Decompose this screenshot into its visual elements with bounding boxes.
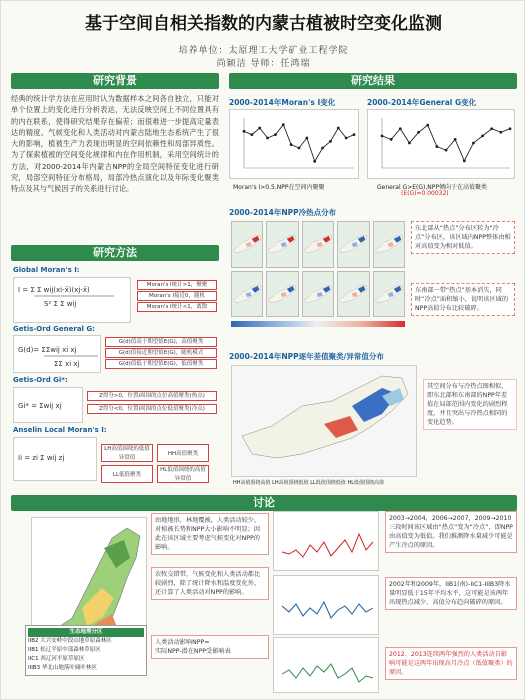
- region-legend-title: 生态地理分区: [28, 628, 144, 637]
- hotspot-map-2002: [302, 221, 334, 268]
- lisa-result-head: 2000-2014年NPP逐年差值聚类/异常值分布: [229, 352, 384, 361]
- hotspot-map-2008: [337, 271, 369, 318]
- hotspot-map-2000: [231, 221, 263, 268]
- moran-chart: [229, 109, 359, 179]
- region-legend: [25, 625, 147, 676]
- discussion-box-1: 由地地形，林地覆被，人类活动较少，对植被长势和NPP大小影响不明显；因此在该区域主要考虑气候变化对NPP的影响。: [151, 513, 269, 555]
- lisa-formula: [13, 437, 97, 481]
- svg-text:ΣΣ xi xj: ΣΣ xi xj: [54, 360, 80, 368]
- moran-label-1: Moran's I统计>1，聚聚: [137, 280, 217, 290]
- chart-point: [417, 131, 420, 134]
- moran-label-3: Moran's I统计<1，离散: [137, 302, 217, 312]
- chart-point: [390, 138, 393, 141]
- g-chart: [367, 109, 515, 179]
- chart-point: [305, 137, 308, 140]
- getis-ord-head: Getis-Ord General G:: [13, 325, 95, 333]
- chart-point: [274, 133, 277, 136]
- moran-label-2: Moran's I接近0，随机: [137, 291, 217, 301]
- moran-formula: [13, 277, 131, 323]
- g-caption: General G>E(G),NPP倾向于在高值聚类: [377, 184, 487, 191]
- callout-northeast: 东北部从“热点”分布区转为“冷点”分布区，该区域内NPP整体由相对高值变为相对低值。: [411, 221, 515, 254]
- chart-point: [463, 159, 466, 162]
- hotspot-map-2003: [337, 221, 369, 268]
- chart-point: [337, 127, 340, 130]
- chart-point: [266, 137, 269, 140]
- chart-line: [244, 125, 354, 162]
- hotspot-legend: [231, 321, 405, 327]
- chart-point: [472, 142, 475, 145]
- region-3: IIC1 西辽河平原草原区: [28, 656, 85, 662]
- chart-point: [399, 127, 402, 130]
- gi-formula: [13, 387, 83, 423]
- chart-point: [313, 160, 316, 163]
- chart-point: [321, 147, 324, 150]
- background-text: 经典的统计学方法在应用时认为数据样本之间各自独立，只能对单个位置上的变化进行分析表达，无法反映空间上不同位置具有的内在联系，使得研究结果存在偏差；而很难进一步提高定量表达的精度。气候变化和人类活动对内蒙古陆地生态系统产生了很大的影响，植被生产力表现出明显的空间依赖性和局部异质性。为了探索植被的空间变化规律和内在作用机制，采用空间统计的方法，对2000-2014年内蒙古NPP的全局空间特征变化进行研究，局部空间特征分布格局，局部冷热点演化以及年际变化聚类特点及其与气候因子的关系进行讨论。: [11, 94, 219, 194]
- lisa-map-legend: HH高值围绕高值 LH高值围绕低值 LL低值围绕低值 HL低值围绕高值: [233, 480, 384, 486]
- anselin-head: Anselin Local Moran's I:: [13, 426, 107, 434]
- section-methods: 研究方法: [11, 245, 219, 261]
- chart-point: [426, 124, 429, 127]
- hotspot-head: 2000-2014年NPP冷热点分布: [229, 208, 337, 217]
- chart-point: [258, 127, 261, 130]
- disc-chart-2: [273, 575, 379, 635]
- getis-star-head: Getis-Ord Gi*:: [13, 376, 68, 384]
- chart-point: [445, 149, 448, 152]
- affiliation: 培养单位：太原理工大学矿业工程学院: [178, 46, 349, 56]
- discussion-box-4: 2002年和2009年，IIB1(南)-IIC1-IIIB3降水量明显低于15年平均水平，这可能是该两年出现热点减少、高值分布趋向破碎的原因。: [385, 577, 517, 610]
- region-4: IIIB3 华北山地落叶阔叶林区: [28, 665, 97, 671]
- callout-southeast: 东南部一带“热点”基本消失，同时“冷点”面积缩小，说明该区域的NPP高值分布比较破碎。: [411, 283, 515, 316]
- chart-point: [481, 134, 484, 137]
- g-formula: [13, 335, 101, 373]
- callout-lisa: 其空间分布与冷热点图相似，即东北部和东南部的NPP年差值在局部范围内变化的剧烈程度，并且突出与冷热点相同的变化趋势。: [423, 379, 517, 430]
- chart-point: [435, 145, 438, 148]
- lisa-map: [231, 365, 417, 477]
- lisa-label-hl: HL低值围绕的高值异常值: [157, 465, 209, 483]
- g-label-2: G(d)值接近期望值E(G)，随机模式: [105, 348, 217, 358]
- g-label-3: G(d)值低于期望值E(G)，低值聚类: [105, 359, 217, 369]
- moran-result-head: 2000-2014年Moran's I变化: [229, 98, 336, 107]
- svg-text:Ii = zi Σ wij zj: Ii = zi Σ wij zj: [18, 454, 65, 462]
- chart-point: [381, 134, 384, 137]
- hotspot-map-2004: [373, 221, 405, 268]
- chart-point: [298, 147, 301, 150]
- svg-text:G(d)= ΣΣwij xi xj: G(d)= ΣΣwij xi xj: [18, 346, 77, 354]
- chart-point: [345, 137, 348, 140]
- hotspot-map-2006: [266, 271, 298, 318]
- section-results: 研究结果: [229, 73, 517, 89]
- disc-chart-3: [273, 637, 379, 693]
- chart-point: [509, 127, 512, 130]
- chart-line: [382, 125, 510, 161]
- global-moran-head: Global Moran's I:: [13, 266, 80, 274]
- lisa-label-hh: HH高值聚类: [157, 444, 209, 462]
- gi-label-1: Z得分>0，位置i周围的点位高值聚类(热点): [87, 391, 217, 401]
- lisa-label-ll: LL低值聚类: [101, 465, 153, 483]
- region-1: IIB2 大兴安岭中段山地草原森林区: [28, 638, 112, 644]
- gi-label-2: Z得分<0，位置i周围的点位低值聚类(冷点): [87, 404, 217, 414]
- hotspot-map-grid: [231, 221, 405, 317]
- section-background: 研究背景: [11, 73, 219, 89]
- chart-point: [490, 127, 493, 130]
- region-2: IIB1 松辽平原中部森林草原区: [28, 647, 101, 653]
- hotspot-map-2005: [231, 271, 263, 318]
- npp-formula-box: 人类活动影响NPP= 实际NPP-潜在NPP受影响表: [151, 635, 269, 659]
- hotspot-map-2007: [302, 271, 334, 318]
- chart-point: [329, 140, 332, 143]
- g-label-1: G(d)值高于期望值E(G)，高值聚类: [105, 337, 217, 347]
- poster-title: 基于空间自相关指数的内蒙古植被时空变化监测: [85, 14, 442, 34]
- hotspot-map-2009: [373, 271, 405, 318]
- lisa-label-lh: LH高值围绕的低值异常值: [101, 444, 153, 462]
- svg-text:Gi* = Σwij xj: Gi* = Σwij xj: [18, 402, 62, 410]
- discussion-box-2: 2003→2004，2006→2007，2009→2010三段时间该区域由“热点”变为“冷点”，即NPP由高值变为低值。我们推测降水量减少可能是产生冷点的原因。: [385, 511, 517, 553]
- moran-caption: Moran's I>0.5,NPP在空间内聚聚: [233, 184, 325, 191]
- g-caption-red: (E(G)=0.00032): [401, 190, 449, 197]
- chart-point: [250, 133, 253, 136]
- section-discussion: 讨论: [11, 495, 517, 511]
- chart-point: [282, 123, 285, 126]
- discussion-box-5: 2012、2013连续两年强烈的人类活动自影响可能是这两年出现高月冷点（低值聚类）的原因。: [385, 647, 517, 680]
- chart-axis: [244, 118, 354, 168]
- chart-point: [353, 133, 356, 136]
- chart-point: [290, 143, 293, 146]
- hotspot-map-2001: [266, 221, 298, 268]
- chart-point: [243, 130, 246, 133]
- disc-chart-1: [273, 511, 379, 571]
- g-result-head: 2000-2014年General G变化: [367, 98, 477, 107]
- authors: 尚颖洁 导师：任鸿瑞: [216, 59, 311, 69]
- discussion-box-3: 农牧交错带，气候变化和人类活动都比较剧烈，除了统计降水和温度变化外，还计算了人类活动对NPP的影响。: [151, 567, 269, 600]
- chart-point: [408, 142, 411, 145]
- chart-axis: [382, 118, 510, 168]
- chart-point: [454, 138, 457, 141]
- svg-text:I = Σ Σ wij(xi-x̄)(xj-x̄): I = Σ Σ wij(xi-x̄)(xj-x̄): [18, 286, 90, 294]
- svg-text:S² Σ Σ wij: S² Σ Σ wij: [44, 300, 77, 308]
- chart-point: [499, 131, 502, 134]
